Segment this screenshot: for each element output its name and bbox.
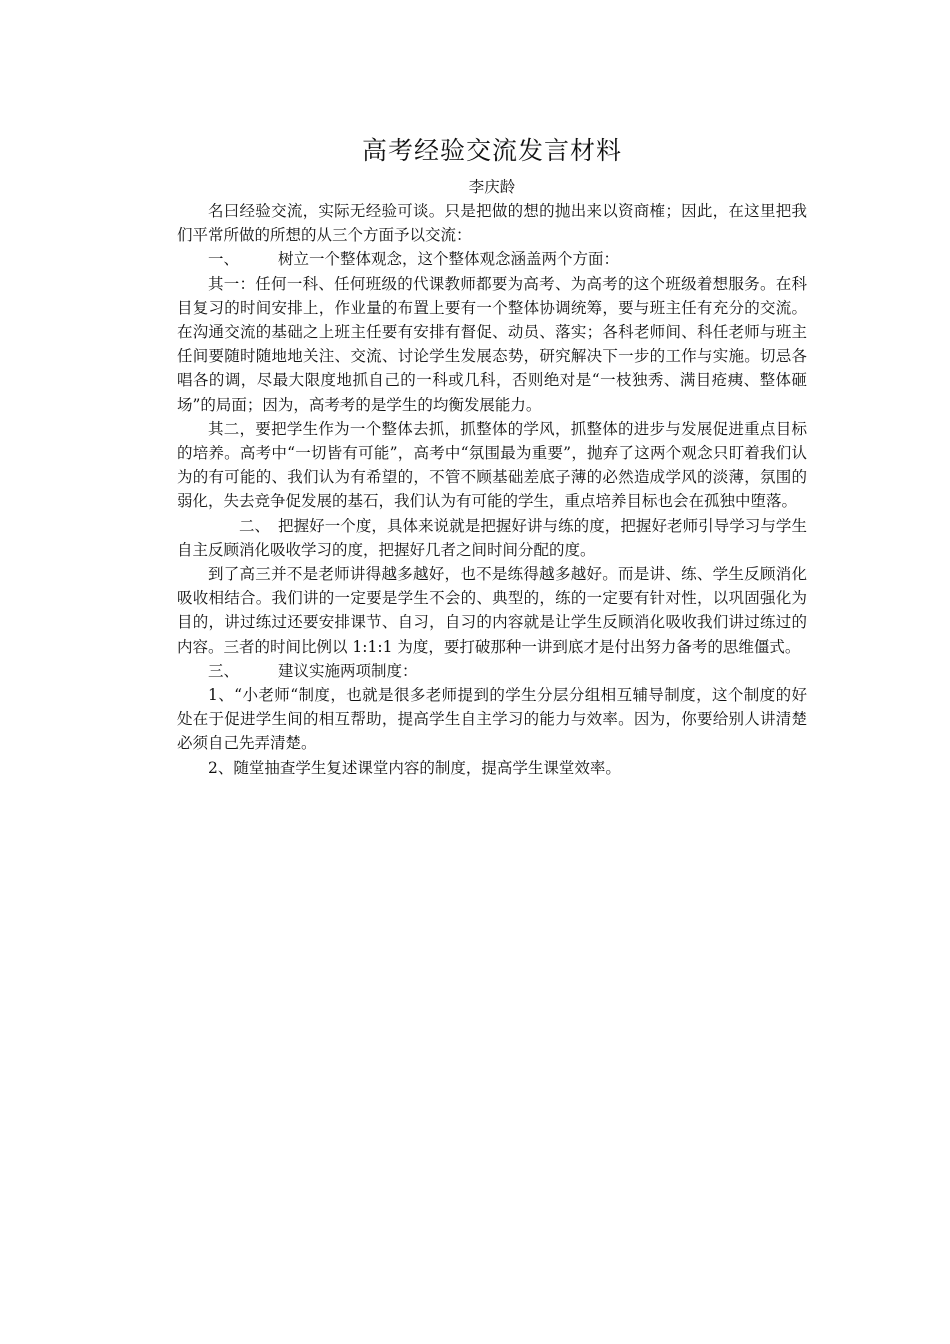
document-title: 高考经验交流发言材料 xyxy=(361,136,622,165)
section-3-item-1: 1、“小老师“制度，也就是很多老师提到的学生分层分组相互辅导制度，这个制度的好处在于促进学生间的相互帮助，提高学生自主学习的能力与效率。因为，你要给别人讲清楚必须自己先弄清楚。 xyxy=(177,686,807,753)
section-1-number: 一、 xyxy=(208,250,240,269)
section-3-heading-text: 建议实施两项制度： xyxy=(278,661,418,680)
section-2-heading-text: 把握好一个度，具体来说就是把握好讲与练的度，把握好老师引导学习与学生自主反顾消化吸收学习的度，把握好几者之间时间分配的度。 xyxy=(177,516,807,559)
section-3-number: 三、 xyxy=(208,661,240,680)
section-1-heading xyxy=(177,247,807,271)
document-author: 李庆龄 xyxy=(468,178,516,196)
intro-paragraph: 名曰经验交流，实际无经验可谈。只是把做的想的抛出来以资商榷；因此，在这里把我们平常所做的所想的从三个方面予以交流： xyxy=(177,202,807,245)
section-1-heading-text: 树立一个整体观念，这个整体观念涵盖两个方面： xyxy=(278,250,620,269)
section-3-heading xyxy=(177,659,807,683)
section-2-paragraph-1: 到了高三并不是老师讲得越多越好，也不是练得越多越好。而是讲、练、学生反顾消化吸收相结合。我们讲的一定要是学生不会的、典型的，练的一定要有针对性，以巩固强化为目的，讲过练过还要安排课节、自习，自习的内容就是让学生反顾消化吸收我们讲过练过的内容。三者的时间比例以 1:1:1 为度，要打破那种一讲到底才是付出努力备考的思维僵式。 xyxy=(177,565,807,656)
document-page xyxy=(177,133,807,780)
section-1-paragraph-2: 其二，要把学生作为一个整体去抓，抓整体的学风，抓整体的进步与发展促进重点目标的培养。高考中“一切皆有可能”，高考中“氛围最为重要”，抛弃了这两个观念只盯着我们认为的有可能的、我们认为有希望的，不管不顾基础差底子薄的必然造成学风的淡薄，氛围的弱化，失去竞争促发展的基石，我们认为有可能的学生，重点培养目标也会在孤独中堕落。 xyxy=(177,419,807,511)
section-2-heading xyxy=(177,514,807,562)
section-3-item-2: 2、随堂抽查学生复述课堂内容的制度，提高学生课堂效率。 xyxy=(208,758,621,777)
section-1-paragraph-1: 其一：任何一科、任何班级的代课教师都要为高考、为高考的这个班级着想服务。在科目复习的时间安排上，作业量的布置上要有一个整体协调统筹，要与班主任有充分的交流。在沟通交流的基础之上班主任要有安排有督促、动员、落实；各科老师间、科任老师与班主任间要随时随地地关注、交流、讨论学生发展态势，研究解决下一步的工作与实施。切忌各唱各的调，尽最大限度地抓自己的一科或几科，否则绝对是“一枝独秀、满目疮痍、整体砸场”的局面；因为，高考考的是学生的均衡发展能力。 xyxy=(177,274,807,414)
section-2-number: 二、 xyxy=(239,516,271,535)
